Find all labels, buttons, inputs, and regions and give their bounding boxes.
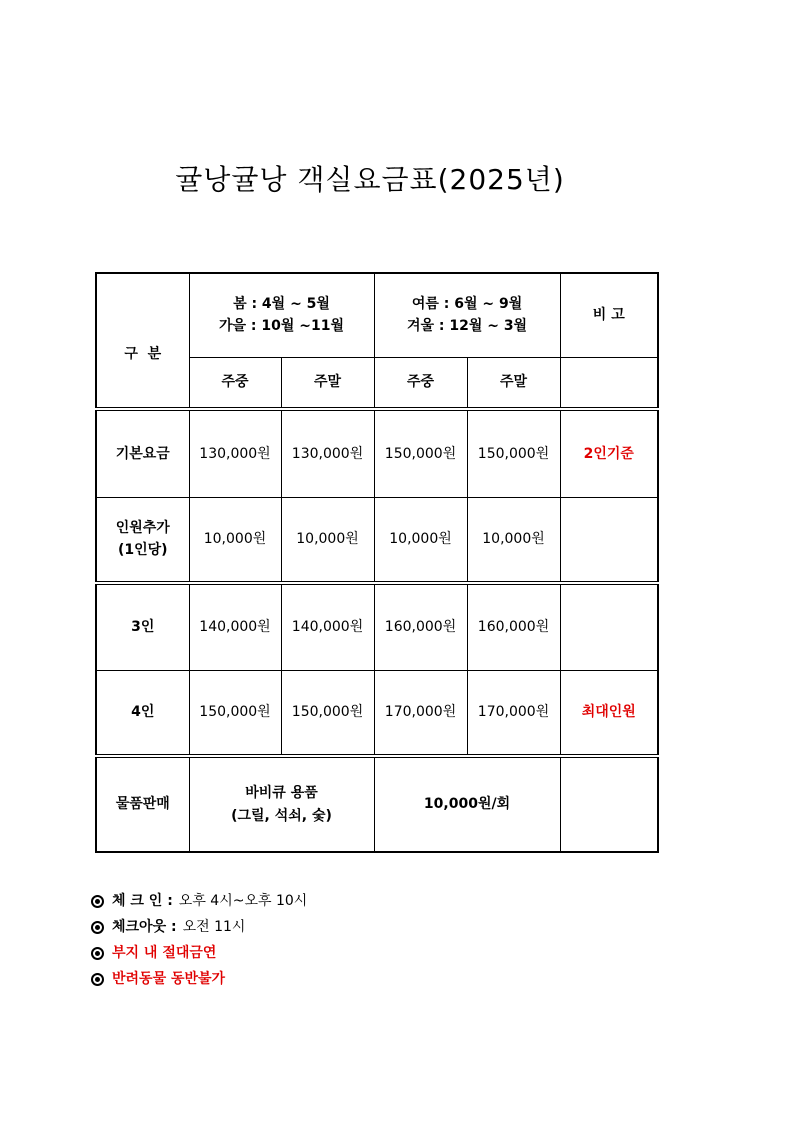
header-weekday: 주중 [374,357,467,409]
table-row [96,583,658,670]
header-weekend: 주말 [281,357,374,409]
rate-table [95,272,659,853]
note-no-smoking: 부지 내 절대금연 [91,940,307,966]
price-cell: 170,000원 [467,670,560,756]
price-cell: 10,000원 [467,497,560,583]
bullet-icon [91,921,104,934]
price-cell: 130,000원 [281,409,374,497]
header-season-spring-autumn: 봄 : 4월 ~ 5월 가을 : 10월 ~11월 [189,273,374,357]
remark-cell [560,756,658,852]
note-checkout: 체크아웃 : 오전 11시 [91,914,307,940]
price-cell: 160,000원 [374,583,467,670]
table-row [96,409,658,497]
price-cell: 160,000원 [467,583,560,670]
price-cell: 140,000원 [281,583,374,670]
remark-cell [560,497,658,583]
table-row [96,670,658,756]
bullet-icon [91,895,104,908]
table-row [96,497,658,583]
remark-cell: 2인기준 [560,409,658,497]
price-cell: 150,000원 [467,409,560,497]
bullet-icon [91,973,104,986]
bullet-icon [91,947,104,960]
price-cell: 150,000원 [189,670,281,756]
remark-cell [560,583,658,670]
price-cell: 10,000원 [281,497,374,583]
header-weekend: 주말 [467,357,560,409]
table-row-goods [96,756,658,852]
goods-item-cell: 바비큐 용품 (그릴, 석쇠, 숯) [189,756,374,852]
header-empty [560,357,658,409]
header-category: 구 분 [96,273,189,409]
remark-cell: 최대인원 [560,670,658,756]
price-cell: 10,000원 [374,497,467,583]
price-cell: 10,000원 [189,497,281,583]
header-remarks: 비 고 [560,273,658,357]
row-label: 인원추가 (1인당) [96,497,189,583]
header-season-summer-winter: 여름 : 6월 ~ 9월 겨울 : 12월 ~ 3월 [374,273,560,357]
row-label: 4인 [96,670,189,756]
goods-price-cell: 10,000원/회 [374,756,560,852]
row-label: 기본요금 [96,409,189,497]
row-label: 3인 [96,583,189,670]
price-cell: 150,000원 [281,670,374,756]
price-cell: 140,000원 [189,583,281,670]
row-label: 물품판매 [96,756,189,852]
page-title: 귤낭귤낭 객실요금표(2025년) [175,163,565,196]
note-no-pets: 반려동물 동반불가 [91,966,307,992]
header-weekday: 주중 [189,357,281,409]
notes-list [91,888,307,992]
price-cell: 130,000원 [189,409,281,497]
table-header-row [96,273,658,357]
price-cell: 150,000원 [374,409,467,497]
note-checkin: 체 크 인 : 오후 4시~오후 10시 [91,888,307,914]
price-cell: 170,000원 [374,670,467,756]
